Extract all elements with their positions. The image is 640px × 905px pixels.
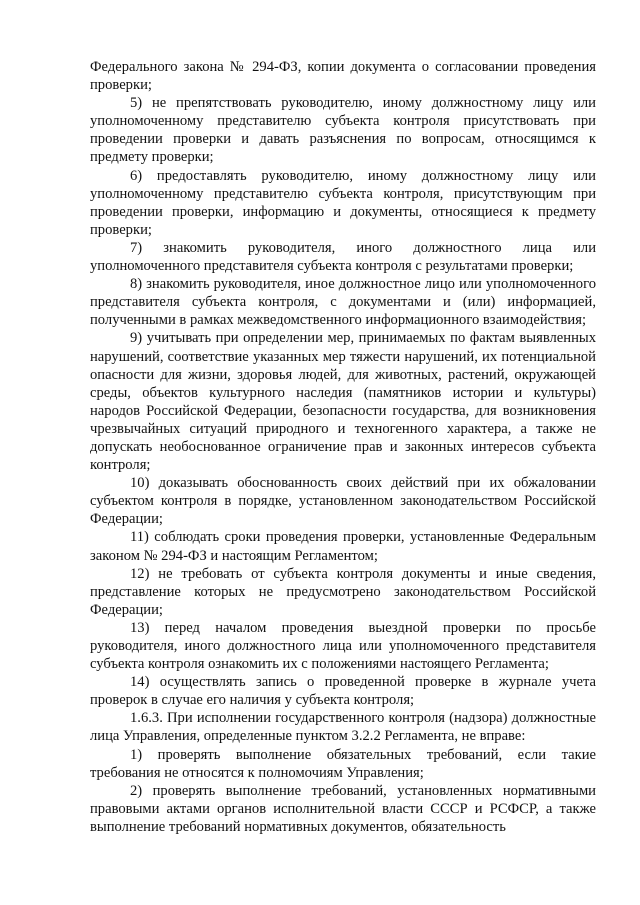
paragraph-item-14: 14) осуществлять запись о проведенной проверке в журнале учета проверок в случае его наличия у субъекта контроля; (90, 674, 596, 709)
document-text (90, 58, 596, 836)
paragraph-prohibition-2: 2) проверять выполнение требований, установленных нормативными правовыми актами органов исполнительной власти СССР и РСФСР, а также выполнение требований нормативных документов, обязательность (90, 782, 596, 835)
paragraph-item-11: 11) соблюдать сроки проведения проверки, установленные Федеральным законом № 294-ФЗ и настоящим Регламентом; (90, 529, 596, 564)
paragraph-item-7: 7) знакомить руководителя, иного должностного лица или уполномоченного представителя субъекта контроля с результатами проверки; (90, 239, 596, 275)
paragraph-prohibition-1: 1) проверять выполнение обязательных требований, если такие требования не относятся к полномочиям Управления; (90, 746, 596, 781)
paragraph-section-1-6-3: 1.6.3. При исполнении государственного контроля (надзора) должностные лица Управления, определенные пунктом 3.2.2 Регламента, не вправе: (90, 710, 596, 745)
paragraph-item-6: 6) предоставлять руководителю, иному должностному лицу или уполномоченному представителю субъекта контроля, присутствующим при проведении проверки, информацию и документы, относящиеся к предмету проверки; (90, 167, 596, 238)
paragraph-federal-law-continuation: Федерального закона № 294-ФЗ, копии документа о согласовании проведения проверки; (90, 59, 596, 94)
paragraph-item-9: 9) учитывать при определении мер, принимаемых по фактам выявленных нарушений, соответствие указанных мер тяжести нарушений, их потенциальной опасности для жизни, здоровья людей, для животных, растений, окружающей среды, объектов культурного наследия (памятников истории и культуры) народов Российской Федерации, безопасности государства, для возникновения чрезвычайных ситуаций природного и техногенного характера, а также не допускать необоснованное ограничение прав и законных интересов субъекта контроля; (90, 330, 596, 474)
paragraph-item-8: 8) знакомить руководителя, иное должностное лицо или уполномоченного представителя субъекта контроля, с документами и (или) информацией, полученными в рамках межведомственного информационного взаимодействия; (90, 276, 596, 329)
paragraph-item-5: 5) не препятствовать руководителю, иному должностному лицу или уполномоченному представителю субъекта контроля присутствовать при проведении проверки и давать разъяснения по вопросам, относящимся к предмету проверки; (90, 95, 596, 166)
paragraph-item-10: 10) доказывать обоснованность своих действий при их обжаловании субъектом контроля в порядке, установленном законодательством Российской Федерации; (90, 475, 596, 528)
paragraph-item-13: 13) перед началом проведения выездной проверки по просьбе руководителя, иного должностного лица или уполномоченного представителя субъекта контроля ознакомить их с положениями настоящего Регламента; (90, 619, 596, 673)
paragraph-item-12: 12) не требовать от субъекта контроля документы и иные сведения, представление которых не предусмотрено законодательством Российской Федерации; (90, 565, 596, 618)
